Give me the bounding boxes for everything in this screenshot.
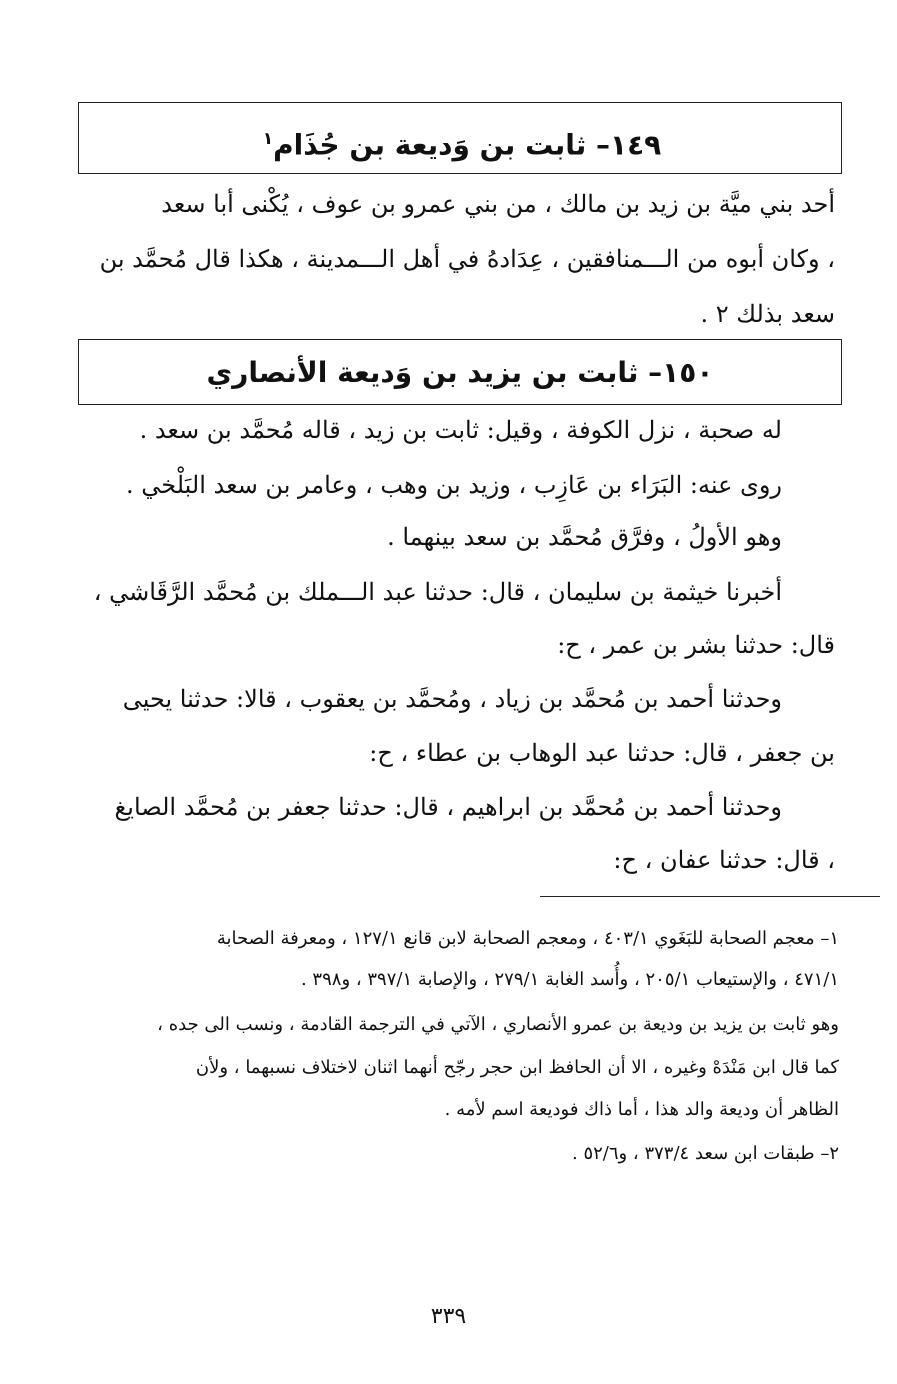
entry-149-heading-box bbox=[78, 102, 842, 174]
entry-150-line-1: له صحبة ، نزل الكوفة ، وقيل: ثابت بن زيد ، قاله مُحمَّد بن سعد . bbox=[139, 416, 782, 444]
entry-150-line-6: وحدثنا أحمد بن مُحمَّد بن زياد ، ومُحمَّد بن يعقوب ، قالا: حدثنا يحيى bbox=[122, 685, 782, 713]
entry-150-line-4: أخبرنا خيثمة بن سليمان ، قال: حدثنا عبد الـــملك بن مُحمَّد الرَّقَاشي ، bbox=[93, 578, 782, 606]
entry-150-line-9: ، قال: حدثنا عفان ، ح: bbox=[613, 846, 835, 874]
entry-150-line-8: وحدثنا أحمد بن مُحمَّد بن ابراهيم ، قال: حدثنا جعفر بن مُحمَّد الصايغ bbox=[114, 793, 782, 821]
footnote-line-2: ٤٧١/١ ، والإستيعاب ٢٠٥/١ ، وأُسد الغابة ٢٧٩/١ ، والإصابة ٣٩٧/١ ، و٣٩٨ . bbox=[300, 969, 839, 990]
footnote-separator bbox=[540, 896, 880, 897]
entry-150-heading: ١٥٠– ثابت بن يزيد بن وَديعة الأنصاري bbox=[206, 356, 714, 389]
entry-149-line-1: أحد بني ميَّة بن زيد بن مالك ، من بني عمرو بن عوف ، يُكْنى أبا سعد bbox=[161, 190, 835, 218]
footnote-line-5: الظاهر أن وديعة والد هذا ، أما ذاك فوديعة اسم لأمه . bbox=[444, 1099, 839, 1120]
footnote-line-4: كما قال ابن مَنْدَهْ وغيره ، الا أن الحافظ ابن حجر رجّح أنهما اثنان لاختلاف نسبهما ، ولأن bbox=[195, 1057, 839, 1078]
entry-149-line-2: ، وكان أبوه من الـــمنافقين ، عِدَادهُ في أهل الـــمدينة ، هكذا قال مُحمَّد بن bbox=[99, 245, 835, 273]
footnote-line-3: وهو ثابت بن يزيد بن وديعة بن عمرو الأنصاري ، الآتي في الترجمة القادمة ، ونسب الى جده ، bbox=[157, 1014, 839, 1035]
entry-150-line-3: وهو الأولُ ، وفرَّق مُحمَّد بن سعد بينهما . bbox=[387, 523, 782, 551]
entry-150-line-5: قال: حدثنا بشر بن عمر ، ح: bbox=[557, 631, 835, 659]
page-number: ٣٣٩ bbox=[430, 1304, 467, 1329]
entry-150-line-7: بن جعفر ، قال: حدثنا عبد الوهاب بن عطاء ، ح: bbox=[369, 739, 835, 767]
entry-149-heading: ١٤٩– ثابت بن وَديعة بن جُذَام bbox=[273, 128, 662, 162]
entry-149-line-3: سعد بذلك ٢ . bbox=[700, 300, 835, 328]
footnote-marker-1: ١ bbox=[262, 129, 274, 149]
entry-150-line-2: روى عنه: البَرَاء بن عَازِب ، وزيد بن وهب ، وعامر بن سعد البَلْخي . bbox=[125, 471, 782, 499]
footnote-line-6: ٢– طبقات ابن سعد ٣٧٣/٤ ، و٥٢/٦ . bbox=[571, 1143, 839, 1164]
footnote-line-1: ١– معجم الصحابة للبَغَوي ٤٠٣/١ ، ومعجم الصحابة لابن قانع ١٢٧/١ ، ومعرفة الصحابة bbox=[216, 928, 839, 949]
entry-150-heading-box bbox=[78, 339, 842, 405]
